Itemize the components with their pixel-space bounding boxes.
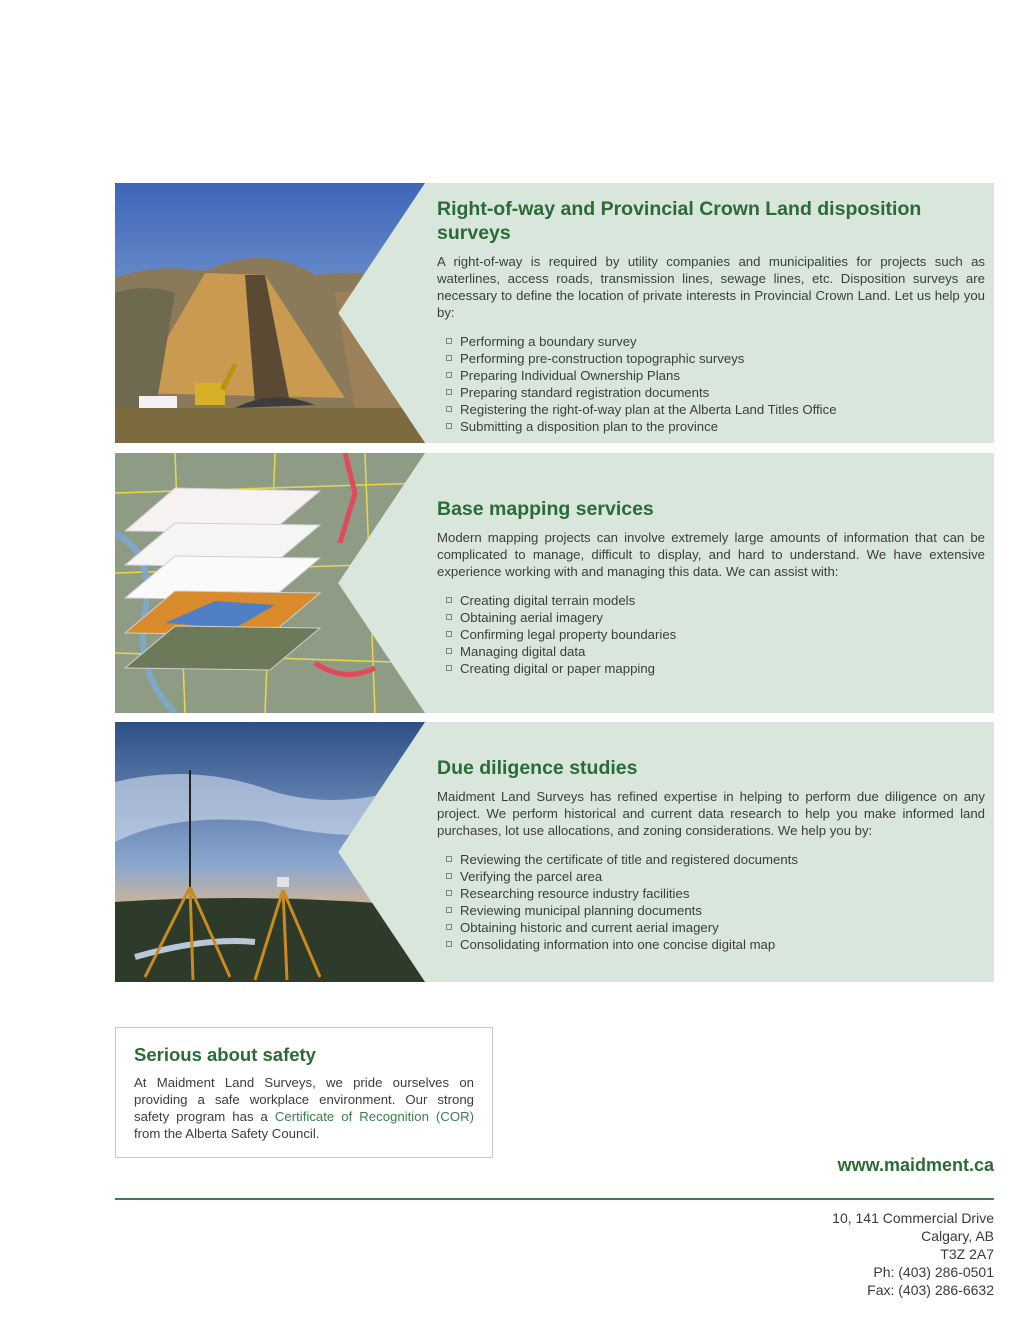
phone-number: Ph: (403) 286-0501: [873, 1264, 994, 1280]
list-item: Preparing Individual Ownership Plans: [446, 367, 985, 384]
list-item: Performing pre-construction topographic surveys: [446, 350, 985, 367]
section-title: Base mapping services: [437, 498, 654, 520]
list-item: Verifying the parcel area: [446, 868, 985, 885]
section-content: [437, 497, 985, 677]
photo-survey-tripods-sunset: [115, 722, 425, 982]
list-item: Managing digital data: [446, 643, 985, 660]
footer-divider: [115, 1198, 994, 1200]
checkbox-bullet-icon: [446, 372, 452, 378]
list-item: Submitting a disposition plan to the province: [446, 418, 985, 435]
safety-text: At Maidment Land Surveys, we pride ourselves on providing a safe workplace environment. Our strong safety program has a Certificate of Recognition (COR) from the Alberta Safety Council.: [134, 1075, 474, 1141]
checkbox-bullet-icon: [446, 423, 452, 429]
list-item: Obtaining aerial imagery: [446, 609, 985, 626]
list-item: Creating digital or paper mapping: [446, 660, 985, 677]
checkbox-bullet-icon: [446, 648, 452, 654]
photo-right-of-way-construction: [115, 183, 425, 443]
section-title: Right-of-way and Provincial Crown Land disposition surveys: [437, 198, 922, 244]
list-item: Confirming legal property boundaries: [446, 626, 985, 643]
website-link[interactable]: www.maidment.ca: [837, 1155, 994, 1175]
checkbox-bullet-icon: [446, 406, 452, 412]
section-intro: Modern mapping projects can involve extremely large amounts of information that can be complicated to manage, difficult to display, and hard to understand. We have extensive experience working with and managing this data. We can assist with:: [437, 530, 985, 579]
checkbox-bullet-icon: [446, 924, 452, 930]
section-content: [437, 756, 985, 954]
service-list: [437, 333, 985, 436]
address-city: Calgary, AB: [921, 1228, 994, 1244]
section-right-of-way: [115, 183, 994, 443]
list-item: Preparing standard registration documents: [446, 384, 985, 401]
safety-title: Serious about safety: [134, 1044, 316, 1065]
list-item: Consolidating information into one concise digital map: [446, 936, 985, 953]
service-list: [437, 592, 985, 677]
list-item: Performing a boundary survey: [446, 333, 985, 350]
address-postal: T3Z 2A7: [940, 1246, 994, 1262]
address-line: 10, 141 Commercial Drive: [832, 1210, 994, 1226]
checkbox-bullet-icon: [446, 631, 452, 637]
checkbox-bullet-icon: [446, 941, 452, 947]
section-content: [437, 197, 985, 436]
checkbox-bullet-icon: [446, 338, 452, 344]
service-list: [437, 851, 985, 954]
checkbox-bullet-icon: [446, 614, 452, 620]
photo-map-layers: [115, 453, 425, 713]
checkbox-bullet-icon: [446, 665, 452, 671]
list-item: Creating digital terrain models: [446, 592, 985, 609]
checkbox-bullet-icon: [446, 597, 452, 603]
fax-number: Fax: (403) 286-6632: [867, 1282, 994, 1298]
section-intro: Maidment Land Surveys has refined expertise in helping to perform due diligence on any project. We perform historical and current data research to help you make informed land purchases, lot use allocations, and zoning considerations. We help you by:: [437, 789, 985, 838]
checkbox-bullet-icon: [446, 856, 452, 862]
section-title: Due diligence studies: [437, 757, 638, 779]
list-item: Reviewing the certificate of title and registered documents: [446, 851, 985, 868]
contact-address: [832, 1209, 994, 1299]
section-due-diligence: [115, 722, 994, 982]
list-item: Reviewing municipal planning documents: [446, 902, 985, 919]
checkbox-bullet-icon: [446, 890, 452, 896]
section-base-mapping: [115, 453, 994, 713]
checkbox-bullet-icon: [446, 355, 452, 361]
list-item: Obtaining historic and current aerial imagery: [446, 919, 985, 936]
checkbox-bullet-icon: [446, 873, 452, 879]
cor-link[interactable]: Certificate of Recognition (COR): [274, 1109, 474, 1124]
section-intro: A right-of-way is required by utility companies and municipalities for projects such as waterlines, access roads, transmission lines, sewage lines, etc. Disposition surveys are necessary to define the location of private interests in Provincial Crown Land. Let us help you by:: [437, 254, 985, 320]
checkbox-bullet-icon: [446, 907, 452, 913]
list-item: Registering the right-of-way plan at the Alberta Land Titles Office: [446, 401, 985, 418]
list-item: Researching resource industry facilities: [446, 885, 985, 902]
checkbox-bullet-icon: [446, 389, 452, 395]
safety-box: [115, 1027, 493, 1158]
